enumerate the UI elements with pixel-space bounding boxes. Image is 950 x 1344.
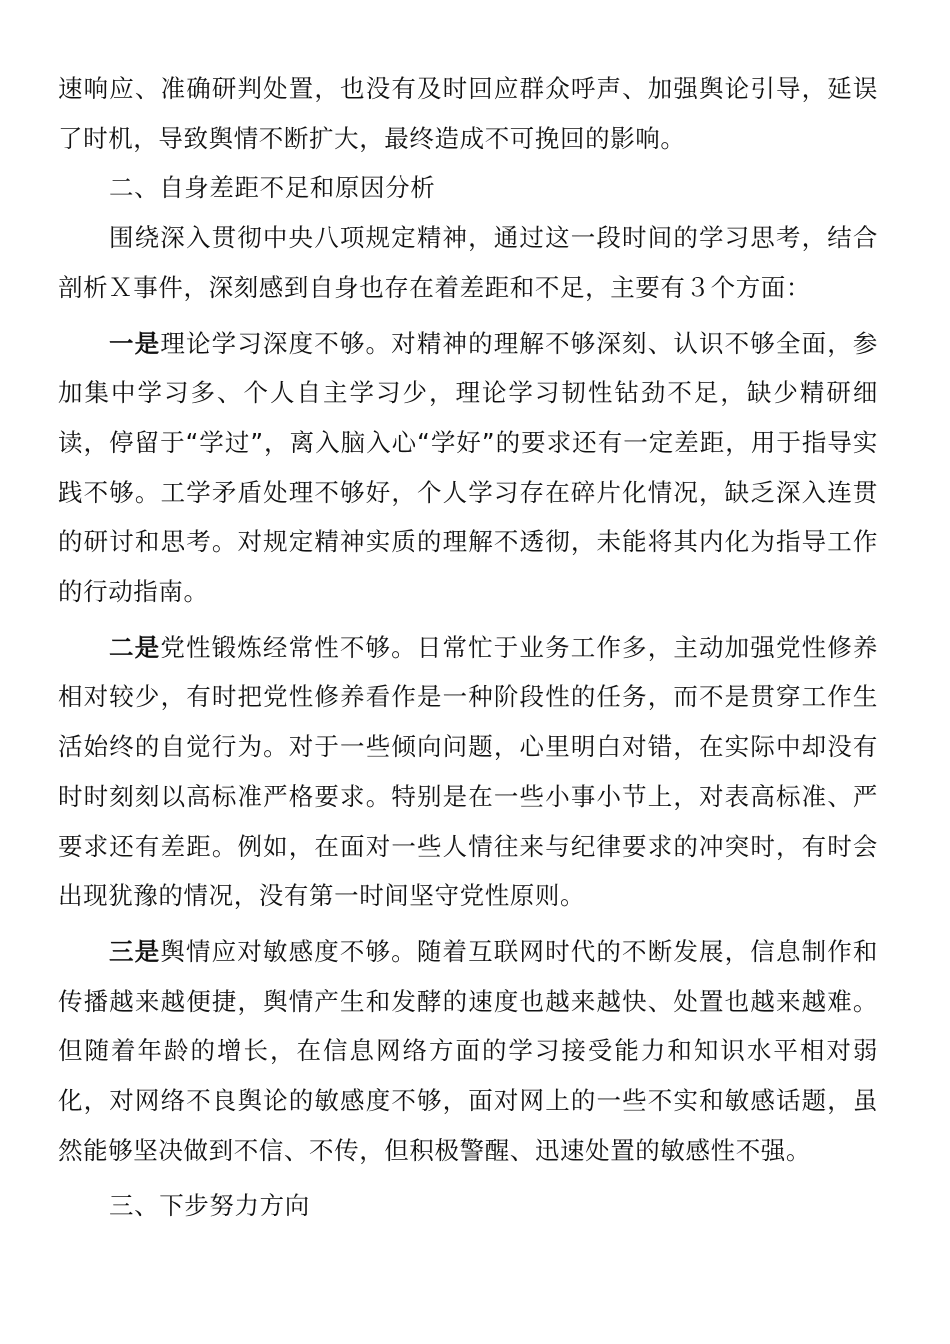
item-2-text: 党性锻炼经常性不够。日常忙于业务工作多，主动加强党性修养相对较少，有时把党性修养看作是一种阶段性的任务，而不是贯穿工作生活始终的自觉行为。对于一些倾向问题，心里明白对错，在实际中却没有时时刻刻以高标准严格要求。特别是在一些小事小节上，对表高标准、严要求还有差距。例如，在面对一些人情往来与纪律要求的冲突时，有时会出现犹豫的情况，没有第一时间坚守党性原则。 [58,632,879,911]
section-heading-3: 三、下步努力方向 [109,1191,310,1221]
paragraph-continuation: 速响应、准确研判处置，也没有及时回应群众呼声、加强舆论引导，延误了时机，导致舆情不断扩大，最终造成不可挽回的影响。 [58,74,878,153]
paragraph-item-3 [58,927,878,1176]
item-3-text: 舆情应对敏感度不够。随着互联网时代的不断发展，信息制作和传播越来越便捷，舆情产生和发酵的速度也越来越快、处置也越来越难。但随着年龄的增长，在信息网络方面的学习接受能力和知识水平相对弱化，对网络不良舆论的敏感度不够，面对网上的一些不实和敏感话题，虽然能够坚决做到不信、不传，但积极警醒、迅速处置的敏感性不强。 [58,936,879,1165]
paragraph-item-1 [58,319,878,617]
item-3-lead: 三是 [109,936,161,966]
section-heading-2: 二、自身差距不足和原因分析 [109,173,436,203]
paragraph-intro: 围绕深入贯彻中央八项规定精神，通过这一段时间的学习思考，结合剖析Ｘ事件，深刻感到自身也存在着差距和不足，主要有３个方面： [58,223,878,302]
paragraph-item-2 [58,623,878,921]
item-2-lead: 二是 [109,632,161,662]
item-1-lead: 一是 [109,328,161,358]
document-page [58,64,878,1231]
item-1-text: 理论学习深度不够。对精神的理解不够深刻、认识不够全面，参加集中学习多、个人自主学习少，理论学习韧性钻劲不足，缺少精研细读，停留于“学过”，离入脑入心“学好”的要求还有一定差距，用于指导实践不够。工学矛盾处理不够好，个人学习存在碎片化情况，缺乏深入连贯的研讨和思考。对规定精神实质的理解不透彻，未能将其内化为指导工作的行动指南。 [58,328,879,607]
